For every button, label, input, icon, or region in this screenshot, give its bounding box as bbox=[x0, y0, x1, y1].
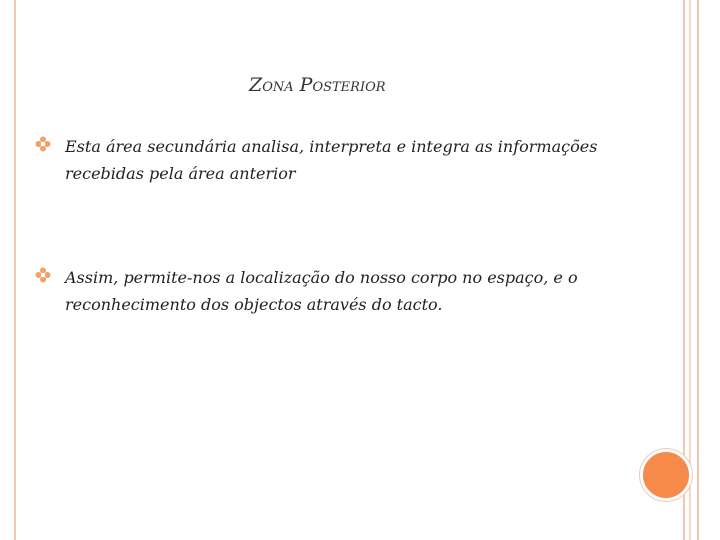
flower-bullet-icon bbox=[35, 267, 51, 283]
right-border-inner-line bbox=[689, 0, 691, 540]
flower-bullet-icon bbox=[35, 136, 51, 152]
left-border-line bbox=[14, 0, 16, 540]
bullet-text: Esta área secundária analisa, interpreta e integra as informações recebidas pela área anterior bbox=[65, 137, 598, 183]
slide-title: Zona Posterior bbox=[249, 74, 386, 96]
bullet-text: Assim, permite-nos a localização do nosso corpo no espaço, e o reconhecimento dos objectos através do tacto. bbox=[65, 268, 578, 314]
orange-circle-decoration bbox=[640, 449, 692, 501]
